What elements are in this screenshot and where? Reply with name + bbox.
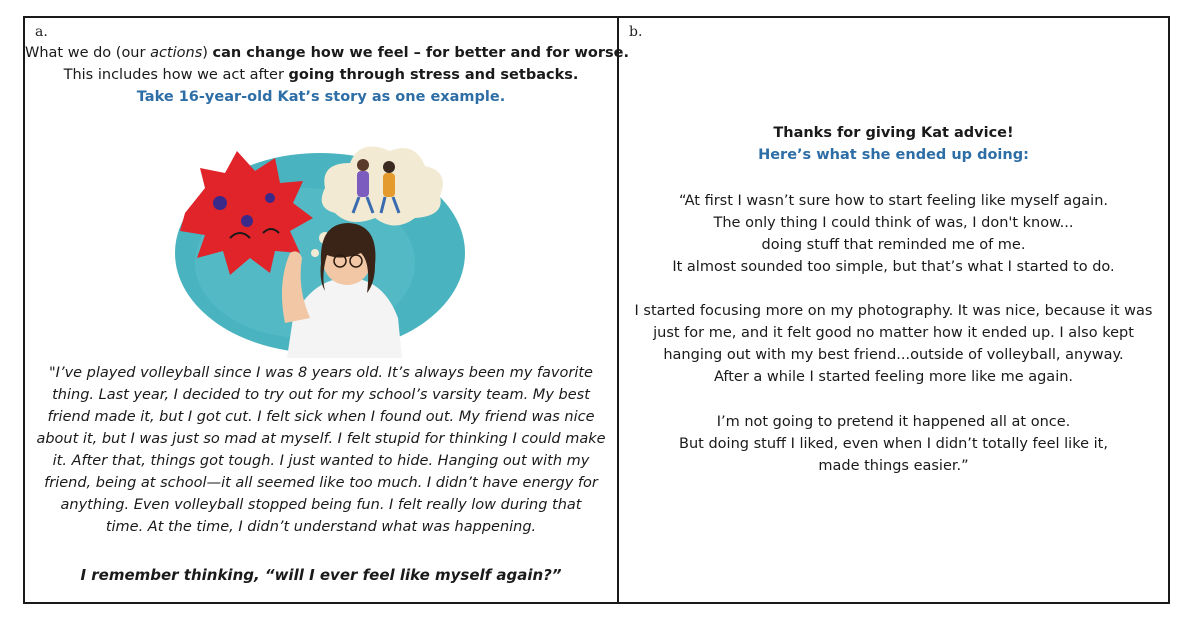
outcome-paragraph-2 <box>619 300 1168 388</box>
paragraph-line: But doing stuff I liked, even when I didn’t totally feel like it, <box>679 436 1108 452</box>
intro-line-2: This includes how we act after going through stress and setbacks. <box>63 67 579 83</box>
story-line: anything. Even volleyball stopped being fun. I felt really low during that <box>60 497 582 513</box>
kat-story <box>25 362 617 538</box>
panel-b-subheading: Here’s what she ended up doing: <box>758 147 1029 163</box>
closing-quote: I remember thinking, “will I ever feel like myself again?” <box>80 566 562 584</box>
paragraph-line: The only thing I could think of was, I don't know... <box>713 215 1074 231</box>
kat-illustration <box>175 143 465 378</box>
paragraph-line: I started focusing more on my photography. It was nice, because it was <box>634 303 1153 319</box>
paragraph-line: hanging out with my best friend...outside of volleyball, anyway. <box>663 347 1124 363</box>
story-line: friend, being at school—it all seemed like too much. I didn’t have energy for <box>44 475 598 491</box>
paragraph-line: It almost sounded too simple, but that’s what I started to do. <box>672 259 1115 275</box>
panel-b-heading: Thanks for giving Kat advice! <box>773 125 1014 141</box>
outcome-paragraph-1 <box>619 190 1168 278</box>
panel-a-intro <box>25 42 629 108</box>
paragraph-line: made things easier.” <box>818 458 969 474</box>
intro-line-1: What we do (our actions) can change how we feel – for better and for worse. <box>25 45 629 61</box>
paragraph-line: just for me, and it felt good no matter how it ended up. I also kept <box>653 325 1134 341</box>
panel-b-heading-block <box>619 122 1168 166</box>
story-line: time. At the time, I didn’t understand what was happening. <box>105 519 537 535</box>
paragraph-line: After a while I started feeling more like me again. <box>713 369 1074 385</box>
story-line: friend made it, but I got cut. I felt sick when I found out. My friend was nice <box>47 409 595 425</box>
story-line: thing. Last year, I decided to try out for my school’s varsity team. My best <box>52 387 590 403</box>
story-line: about it, but I was just so mad at myself. I felt stupid for thinking I could make <box>36 431 606 447</box>
story-line: "I’ve played volleyball since I was 8 years old. It’s always been my favorite <box>49 365 593 381</box>
outcome-paragraph-3 <box>619 411 1168 477</box>
intro-line-3: Take 16-year-old Kat’s story as one example. <box>136 89 506 105</box>
paragraph-line: “At first I wasn’t sure how to start feeling like myself again. <box>678 193 1109 209</box>
panel-a-label: a. <box>35 24 48 40</box>
panel-b <box>619 18 1168 604</box>
story-line: it. After that, things got tough. I just wanted to hide. Hanging out with my <box>52 453 590 469</box>
paragraph-line: I’m not going to pretend it happened all at once. <box>716 414 1071 430</box>
panel-b-label: b. <box>629 24 643 40</box>
paragraph-line: doing stuff that reminded me of me. <box>761 237 1026 253</box>
panel-a <box>25 18 629 604</box>
